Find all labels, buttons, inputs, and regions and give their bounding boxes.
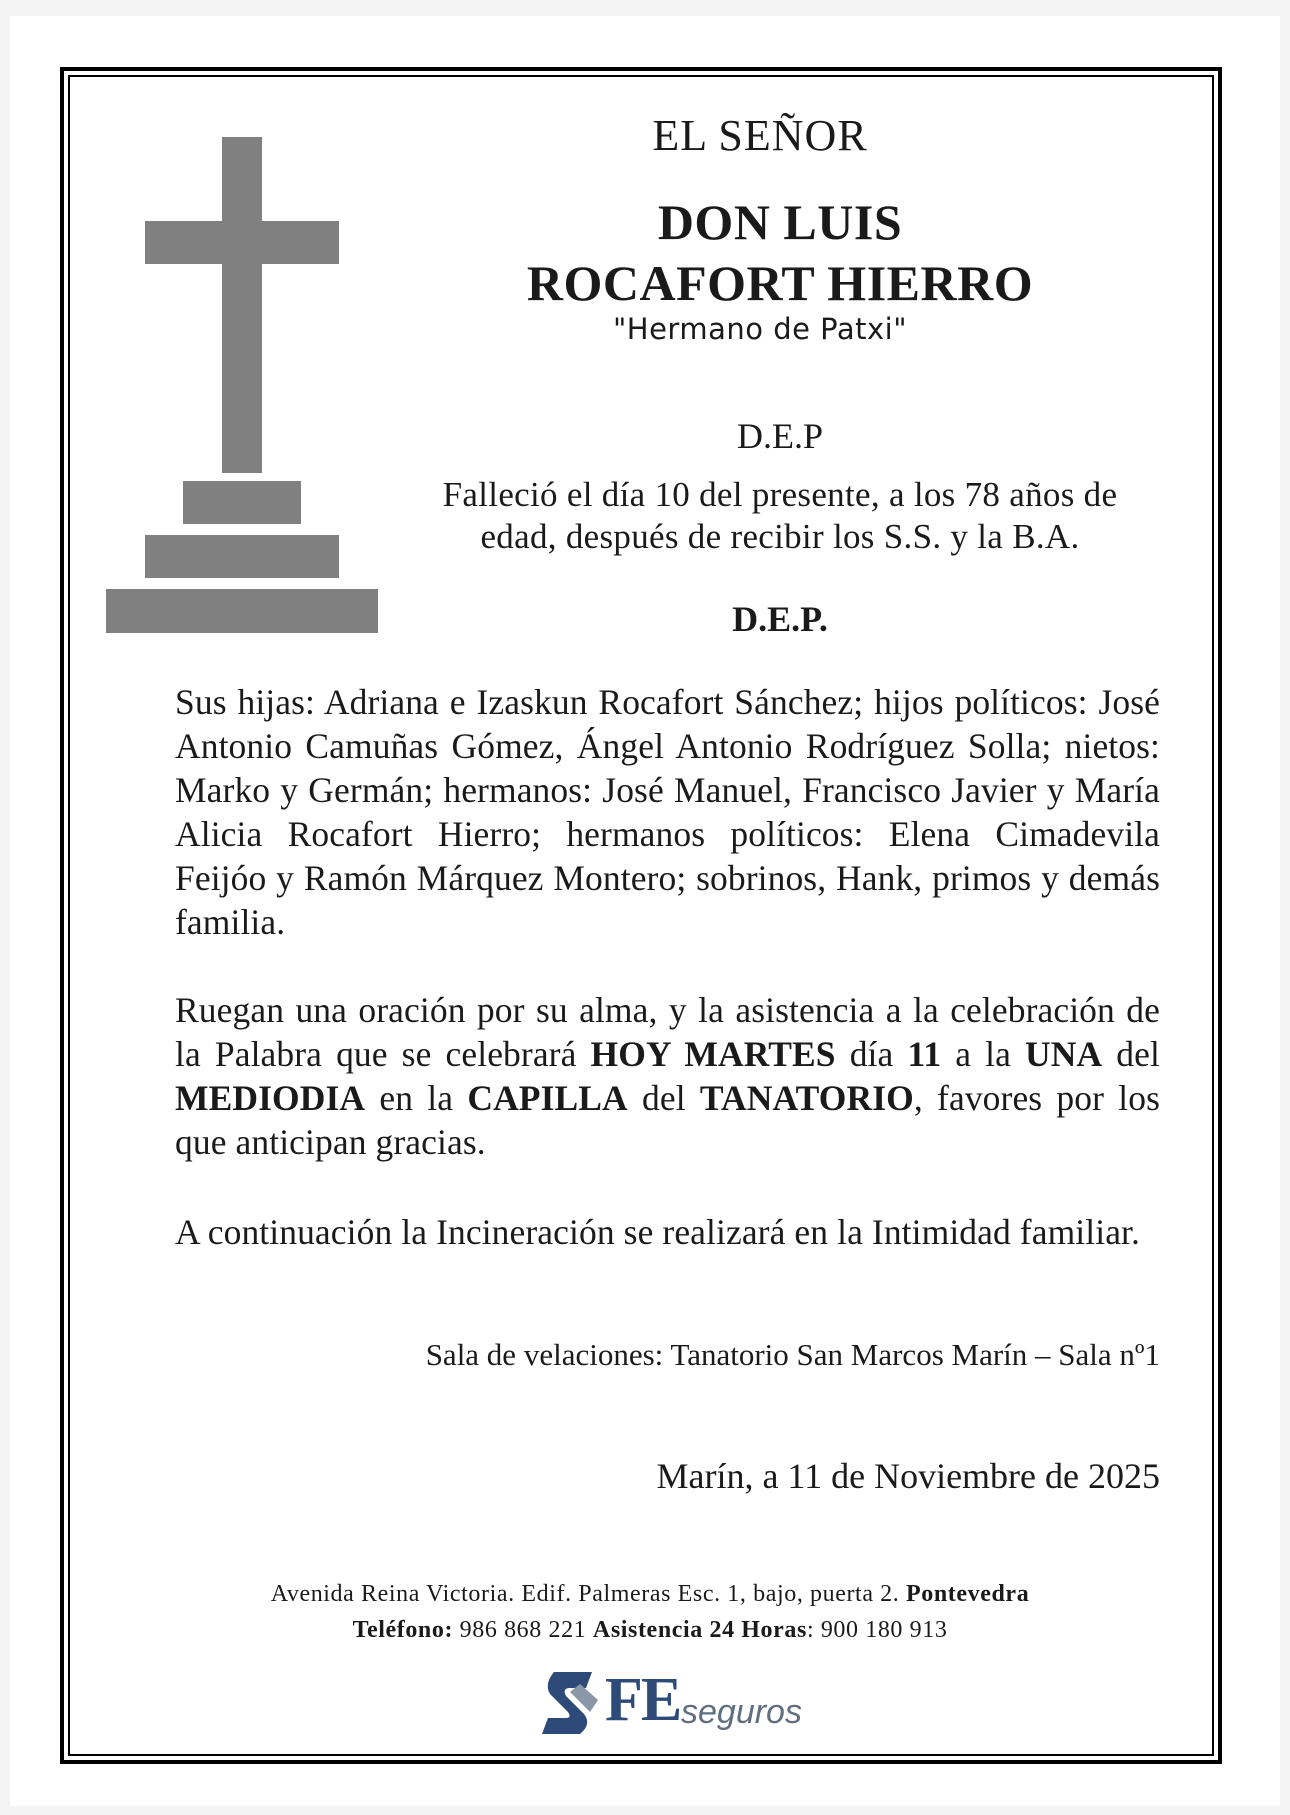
address-line [150,1576,1150,1612]
ceremony-text: Ruegan una oración por su alma, y la asistencia a la celebración de la Palabra que se celebrará [175,990,1160,1074]
ceremony-text: a la [941,1034,1026,1074]
death-line-1: Falleció el día 10 del presente, a los 78 años de [442,475,1118,514]
deceased-nickname: "Hermano de Patxi" [612,312,908,346]
death-notice [380,474,1180,558]
assist-number: : 900 180 913 [806,1617,948,1643]
ceremony-venue: TANATORIO [699,1078,914,1118]
phone-number: 986 868 221 [453,1617,593,1643]
ceremony-text: del [1102,1034,1160,1074]
deceased-name-line2: ROCAFORT HIERRO [526,255,1034,311]
assist-label: Asistencia 24 Horas [592,1617,807,1643]
header-title: EL SEÑOR [652,111,868,160]
ceremony-paragraph [175,988,1160,1164]
wake-room: Sala de velaciones: Tanatorio San Marcos Marín – Sala nº1 [425,1337,1160,1372]
dep-label: D.E.P [736,416,823,456]
ceremony-text: , favores por los que anticipan gracias. [175,1078,1160,1162]
fe-seguros-logo-icon [540,1670,604,1736]
phone-line [150,1612,1150,1648]
address-city: Pontevedra [905,1581,1030,1607]
ceremony-hour: UNA [1025,1034,1103,1074]
deceased-name-line1: DON LUIS [657,194,903,250]
funeral-home-contact [150,1576,1150,1648]
address-text: Avenida Reina Victoria. Edif. Palmeras Esc. 1, bajo, puerta 2. [270,1581,906,1607]
phone-label: Teléfono: [352,1617,454,1643]
cross-icon [106,137,378,633]
ceremony-date: 11 [907,1034,942,1074]
ceremony-place: CAPILLA [467,1078,628,1118]
ceremony-text: en la [365,1078,468,1118]
family-paragraph: Sus hijas: Adriana e Izaskun Rocafort Sánchez; hijos políticos: José Antonio Camuñas Gómez, Ángel Antonio Rodríguez Solla; nietos: Marko y Germán; hermanos: José Manuel, Francisco Javier y María Alicia Rocafort Hierro; hermanos políticos: Elena Cimadevila Feijóo y Ramón Márquez Montero; sobrinos, Hank, primos y demás familia. [175,682,1160,942]
logo-suffix: seguros [681,1693,802,1731]
cremation-paragraph: A continuación la Incineración se realizará en la Intimidad familiar. [175,1212,1140,1252]
logo-brand: FE [605,1666,681,1734]
death-line-2: edad, después de recibir los S.S. y la B.A. [480,517,1080,556]
ceremony-time-of-day: MEDIODIA [175,1078,366,1118]
dep-bold-label: D.E.P. [732,599,828,639]
ceremony-text: del [627,1078,700,1118]
ceremony-text: día [835,1034,908,1074]
ceremony-day: HOY MARTES [590,1034,836,1074]
place-date: Marín, a 11 de Noviembre de 2025 [656,1456,1160,1496]
